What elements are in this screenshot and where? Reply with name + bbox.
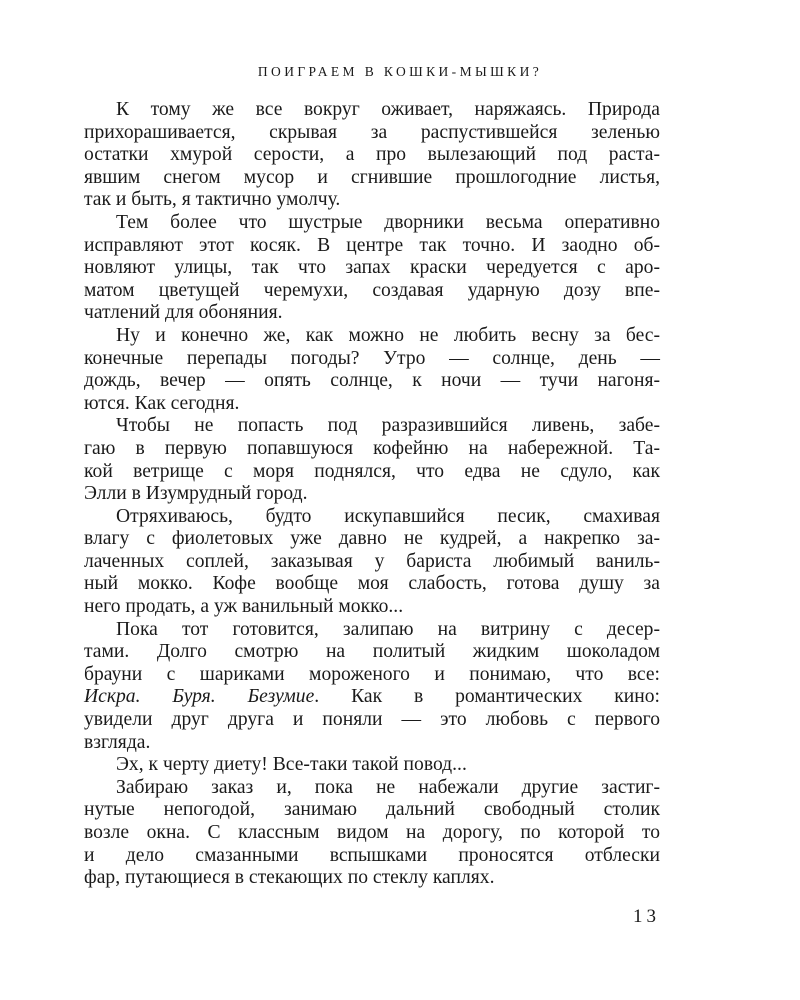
text-line: лаченных соплей, заказывая у бариста любимый ваниль- xyxy=(84,550,660,572)
text-line: брауни с шариками мороженого и понимаю, что все: xyxy=(84,663,660,685)
text-line: так и быть, я тактично умолчу. xyxy=(84,189,341,211)
text-line: Пока тот готовится, залипаю на витрину с десер- xyxy=(116,618,660,640)
text-line: прихорашивается, скрывая за распустившейся зеленью xyxy=(84,121,660,143)
text-line: новляют улицы, так что запах краски чередуется с аро- xyxy=(84,257,660,279)
text-line: возле окна. С классным видом на дорогу, по которой то xyxy=(84,822,660,843)
page-number: 13 xyxy=(633,906,660,927)
text-line: нутые непогодой, занимаю дальний свободный столик xyxy=(84,799,660,821)
text-line: исправляют этот косяк. В центре так точно. И заодно об- xyxy=(84,234,660,256)
italic-phrase: Искра. Буря. Безумие xyxy=(84,686,315,708)
text-line: К тому же все вокруг оживает, наряжаясь. Природа xyxy=(116,99,660,120)
text-line: Элли в Изумрудный город. xyxy=(84,483,308,505)
text-line: Отряхиваюсь, будто искупавшийся песик, смахивая xyxy=(116,505,660,527)
text-line: гаю в первую попавшуюся кофейню на набережной. Та- xyxy=(84,437,660,459)
text-line: фар, путающиеся в стекающих по стеклу каплях. xyxy=(84,867,495,889)
paragraph xyxy=(84,776,660,890)
text-line: Чтобы не попасть под разразившийся ливень, забе- xyxy=(116,415,660,437)
body-text xyxy=(84,99,660,890)
text-line: ный мокко. Кофе вообще моя слабость, готова душу за xyxy=(84,573,660,595)
paragraph xyxy=(116,754,660,777)
text-line: кой ветрище с моря поднялся, что едва не сдуло, как xyxy=(84,460,660,482)
text-line-italic xyxy=(84,686,660,709)
text-line: чатлений для обоняния. xyxy=(84,302,283,324)
text-line: и дело смазанными вспышками проносятся отблески xyxy=(84,844,660,866)
text-line: матом цветущей черемухи, создавая ударную дозу впе- xyxy=(84,279,660,301)
text-line: Эх, к черту диету! Все-таки такой повод... xyxy=(116,754,467,776)
text-line: остатки хмурой серости, а про вылезающий под раста- xyxy=(84,144,660,166)
text-line: влагу с фиолетовых уже давно не кудрей, а накрепко за- xyxy=(84,528,660,550)
paragraph xyxy=(84,99,660,212)
text-line: взгляда. xyxy=(84,731,151,753)
text-line: Ну и конечно же, как можно не любить весну за бес- xyxy=(116,324,660,346)
text-line: увидели друг друга и поняли — это любовь с первого xyxy=(84,709,660,731)
text-line: тами. Долго смотрю на политый жидким шоколадом xyxy=(84,641,660,663)
paragraph xyxy=(84,324,660,415)
paragraph xyxy=(84,211,660,325)
text-fragment: . Как в романтических кино: xyxy=(314,686,660,708)
paragraph xyxy=(84,618,660,755)
text-line: него продать, а уж ванильный мокко... xyxy=(84,596,404,618)
text-line: дождь, вечер — опять солнце, к ночи — тучи нагоня- xyxy=(84,370,660,392)
text-line: Забираю заказ и, пока не набежали другие застиг- xyxy=(116,776,660,798)
text-line: явшим снегом мусор и сгнившие прошлогодние листья, xyxy=(84,166,660,188)
paragraph xyxy=(84,505,660,619)
text-line: ются. Как сегодня. xyxy=(84,392,240,414)
paragraph xyxy=(84,415,660,505)
text-line: конечные перепады погоды? Утро — солнце, день — xyxy=(84,347,660,369)
running-head: ПОИГРАЕМ В КОШКИ-МЫШКИ? xyxy=(257,64,543,79)
text-line: Тем более что шустрые дворники весьма оперативно xyxy=(116,211,660,233)
